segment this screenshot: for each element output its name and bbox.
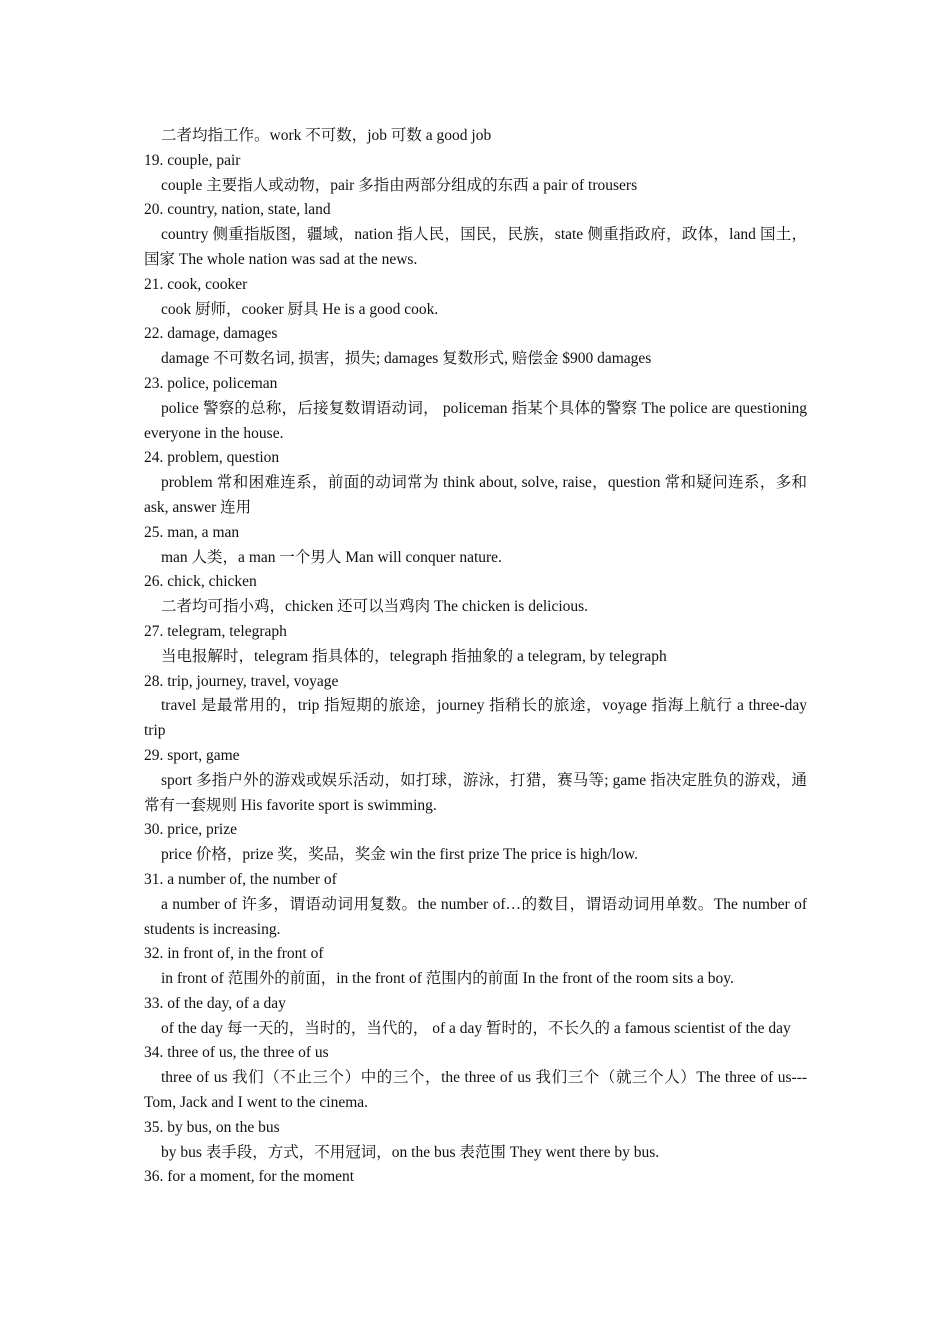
entry-heading-25: 25. man, a man — [144, 523, 240, 541]
entry-body-34: three of us 我们（不止三个）中的三个，the three of us 我们三个（就三个人）The three of us---Tom, Jack and I went to the cinema. — [144, 1069, 807, 1112]
body-text-work-job: 二者均指工作。work 不可数，job 可数 a good job — [161, 127, 492, 144]
entry-heading-28: 28. trip, journey, travel, voyage — [144, 672, 339, 690]
entry-body-30: price 价格，prize 奖，奖品，奖金 win the first prize The price is high/low. — [161, 846, 638, 864]
entry-heading-35: 35. by bus, on the bus — [144, 1118, 280, 1136]
document-page — [144, 124, 807, 1190]
entry-body-24: problem 常和困难连系，前面的动词常为 think about, solve, raise，question 常和疑问连系，多和 ask, answer 连用 — [144, 474, 807, 516]
entry-heading-33: 33. of the day, of a day — [144, 994, 286, 1012]
entry-heading-31: 31. a number of, the number of — [144, 870, 337, 888]
entry-body-19: couple 主要指人或动物，pair 多指由两部分组成的东西 a pair of trousers — [161, 176, 638, 194]
entry-body-20: country 侧重指版图，疆域，nation 指人民，国民，民族，state 侧重指政府，政体，land 国土，国家 The whole nation was sad at the news. — [144, 226, 807, 268]
entry-body-26: 二者均可指小鸡，chicken 还可以当鸡肉 The chicken is delicious. — [161, 598, 589, 616]
entry-body-35: by bus 表手段，方式，不用冠词，on the bus 表范围 They went there by bus. — [161, 1143, 660, 1161]
entry-heading-20: 20. country, nation, state, land — [144, 201, 331, 219]
entry-heading-29: 29. sport, game — [144, 746, 240, 764]
entry-body-23: police 警察的总称，后接复数谓语动词， policeman 指某个具体的警察 The police are questioning everyone in the house. — [144, 399, 807, 442]
entry-body-32: in front of 范围外的前面，in the front of 范围内的前面 In the front of the room sits a boy. — [161, 970, 734, 988]
entry-heading-24: 24. problem, question — [144, 449, 280, 467]
entry-heading-19: 19. couple, pair — [144, 151, 241, 169]
entry-heading-22: 22. damage, damages — [144, 325, 278, 343]
entry-body-33: of the day 每一天的，当时的，当代的， of a day 暂时的，不长久的 a famous scientist of the day — [161, 1019, 791, 1037]
entry-body-21: cook 厨师，cooker 厨具 He is a good cook. — [161, 300, 439, 318]
entry-heading-27: 27. telegram, telegraph — [144, 622, 287, 640]
entry-body-27: 当电报解时，telegram 指具体的，telegraph 指抽象的 a telegram, by telegraph — [161, 647, 667, 665]
entry-heading-36: 36. for a moment, for the moment — [144, 1168, 355, 1186]
entry-heading-30: 30. price, prize — [144, 821, 237, 839]
entry-body-25: man 人类，a man 一个男人 Man will conquer nature. — [161, 548, 502, 566]
entry-body-29: sport 多指户外的游戏或娱乐活动，如打球，游泳，打猎，赛马等; game 指决定胜负的游戏，通常有一套规则 His favorite sport is swimming. — [144, 771, 807, 814]
entry-heading-26: 26. chick, chicken — [144, 573, 257, 591]
entry-body-28: travel 是最常用的，trip 指短期的旅途，journey 指稍长的旅途，voyage 指海上航行 a three-day trip — [144, 697, 807, 740]
entry-body-31: a number of 许多，谓语动词用复数。the number of…的数目，谓语动词用单数。The number of students is increasing. — [144, 895, 807, 938]
entry-heading-23: 23. police, policeman — [144, 374, 278, 392]
entry-body-22: damage 不可数名词, 损害，损失; damages 复数形式, 赔偿金 $900 damages — [161, 350, 652, 368]
entry-heading-34: 34. three of us, the three of us — [144, 1044, 329, 1062]
entry-heading-21: 21. cook, cooker — [144, 275, 248, 293]
entry-heading-32: 32. in front of, in the front of — [144, 945, 324, 963]
